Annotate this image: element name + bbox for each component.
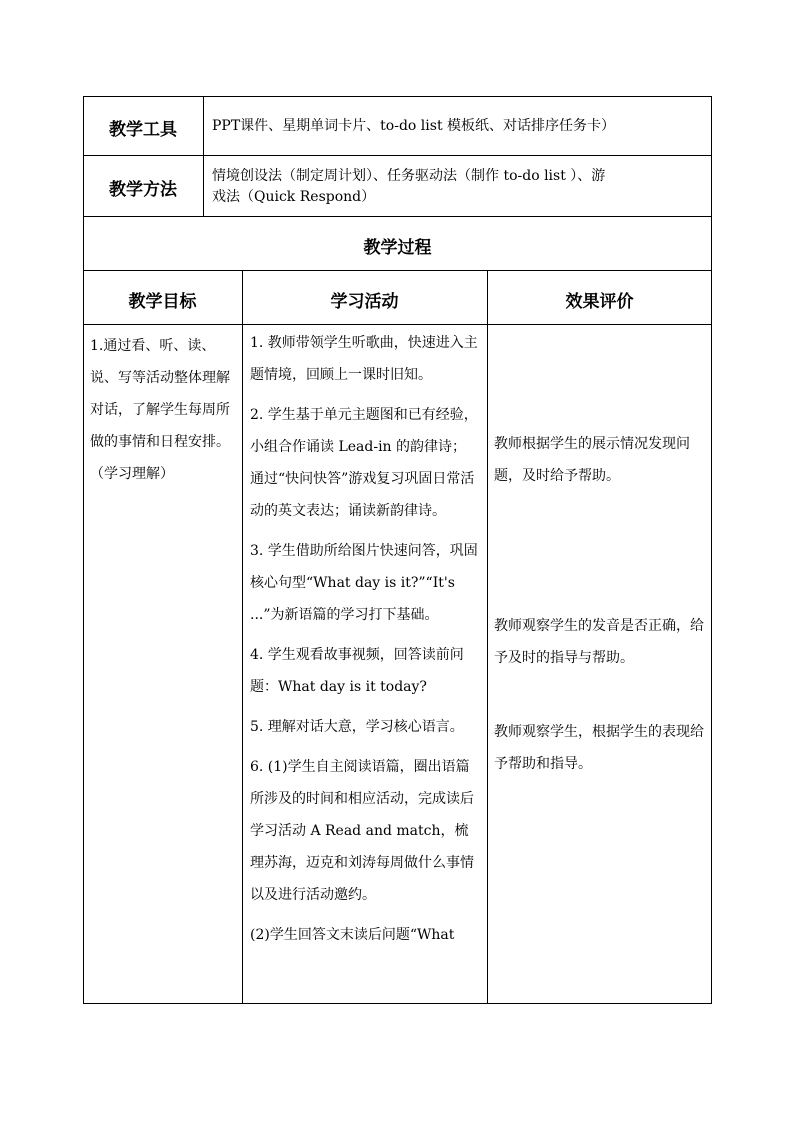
activity-item: (2)学生回答文末读后问题“What <box>250 927 455 943</box>
row-divider <box>83 216 712 217</box>
col-divider <box>203 96 204 216</box>
col-divider <box>242 270 243 1004</box>
header-goal: 教学目标 <box>128 292 197 312</box>
header-activity: 学习活动 <box>330 292 399 312</box>
activity-item: 5. 理解对话大意，学习核心语言。 <box>250 719 464 735</box>
activity-item: 4. 学生观看故事视频，回答读前问题：What day is it today? <box>250 647 464 695</box>
effect-item: 教师观察学生，根据学生的表现给予帮助和指导。 <box>494 724 704 772</box>
methods-label: 教学方法 <box>109 180 177 200</box>
activity-item: 2. 学生基于单元主题图和已有经验，小组合作诵读 Lead-in 的韵律诗； 通过“快问快答”游戏复习巩固日常活动的英文表达；诵读新韵律诗。 <box>250 407 478 519</box>
methods-content-line1: 情境创设法（制定周计划）、任务驱动法（制作 to-do list ）、游 <box>212 168 606 184</box>
effect-item: 教师观察学生的发音是否正确，给予及时的指导与帮助。 <box>494 618 704 666</box>
activity-item: 1. 教师带领学生听歌曲，快速进入主题情境，回顾上一课时旧知。 <box>250 335 478 383</box>
tools-label: 教学工具 <box>109 120 177 140</box>
tools-content: PPT课件、星期单词卡片、to-do list 模板纸、对话排序任务卡） <box>212 118 616 134</box>
row-divider <box>83 155 712 156</box>
activities-list <box>250 327 482 999</box>
methods-content-line2: 戏法（Quick Respond） <box>212 189 376 205</box>
col-divider <box>487 270 488 1004</box>
activity-item: 3. 学生借助所给图片快速问答，巩固核心句型“What day is it?”“It's ...”为新语篇的学习打下基础。 <box>250 543 478 623</box>
process-title: 教学过程 <box>363 238 432 258</box>
row-divider <box>83 324 712 325</box>
row-divider <box>83 270 712 271</box>
effect-item: 教师根据学生的展示情况发现问题，及时给予帮助。 <box>494 436 690 484</box>
goal-text: 1.通过看、听、读、说、写等活动整体理解对话，了解学生每周所做的事情和日程安排。（学习理解） <box>90 338 230 482</box>
header-effect: 效果评价 <box>565 292 634 312</box>
activity-item: 6. (1)学生自主阅读语篇，圈出语篇所涉及的时间和相应活动，完成读后学习活动 A Read and match，梳理苏海，迈克和刘涛每周做什么事情以及进行活动邀约。 <box>250 759 474 903</box>
